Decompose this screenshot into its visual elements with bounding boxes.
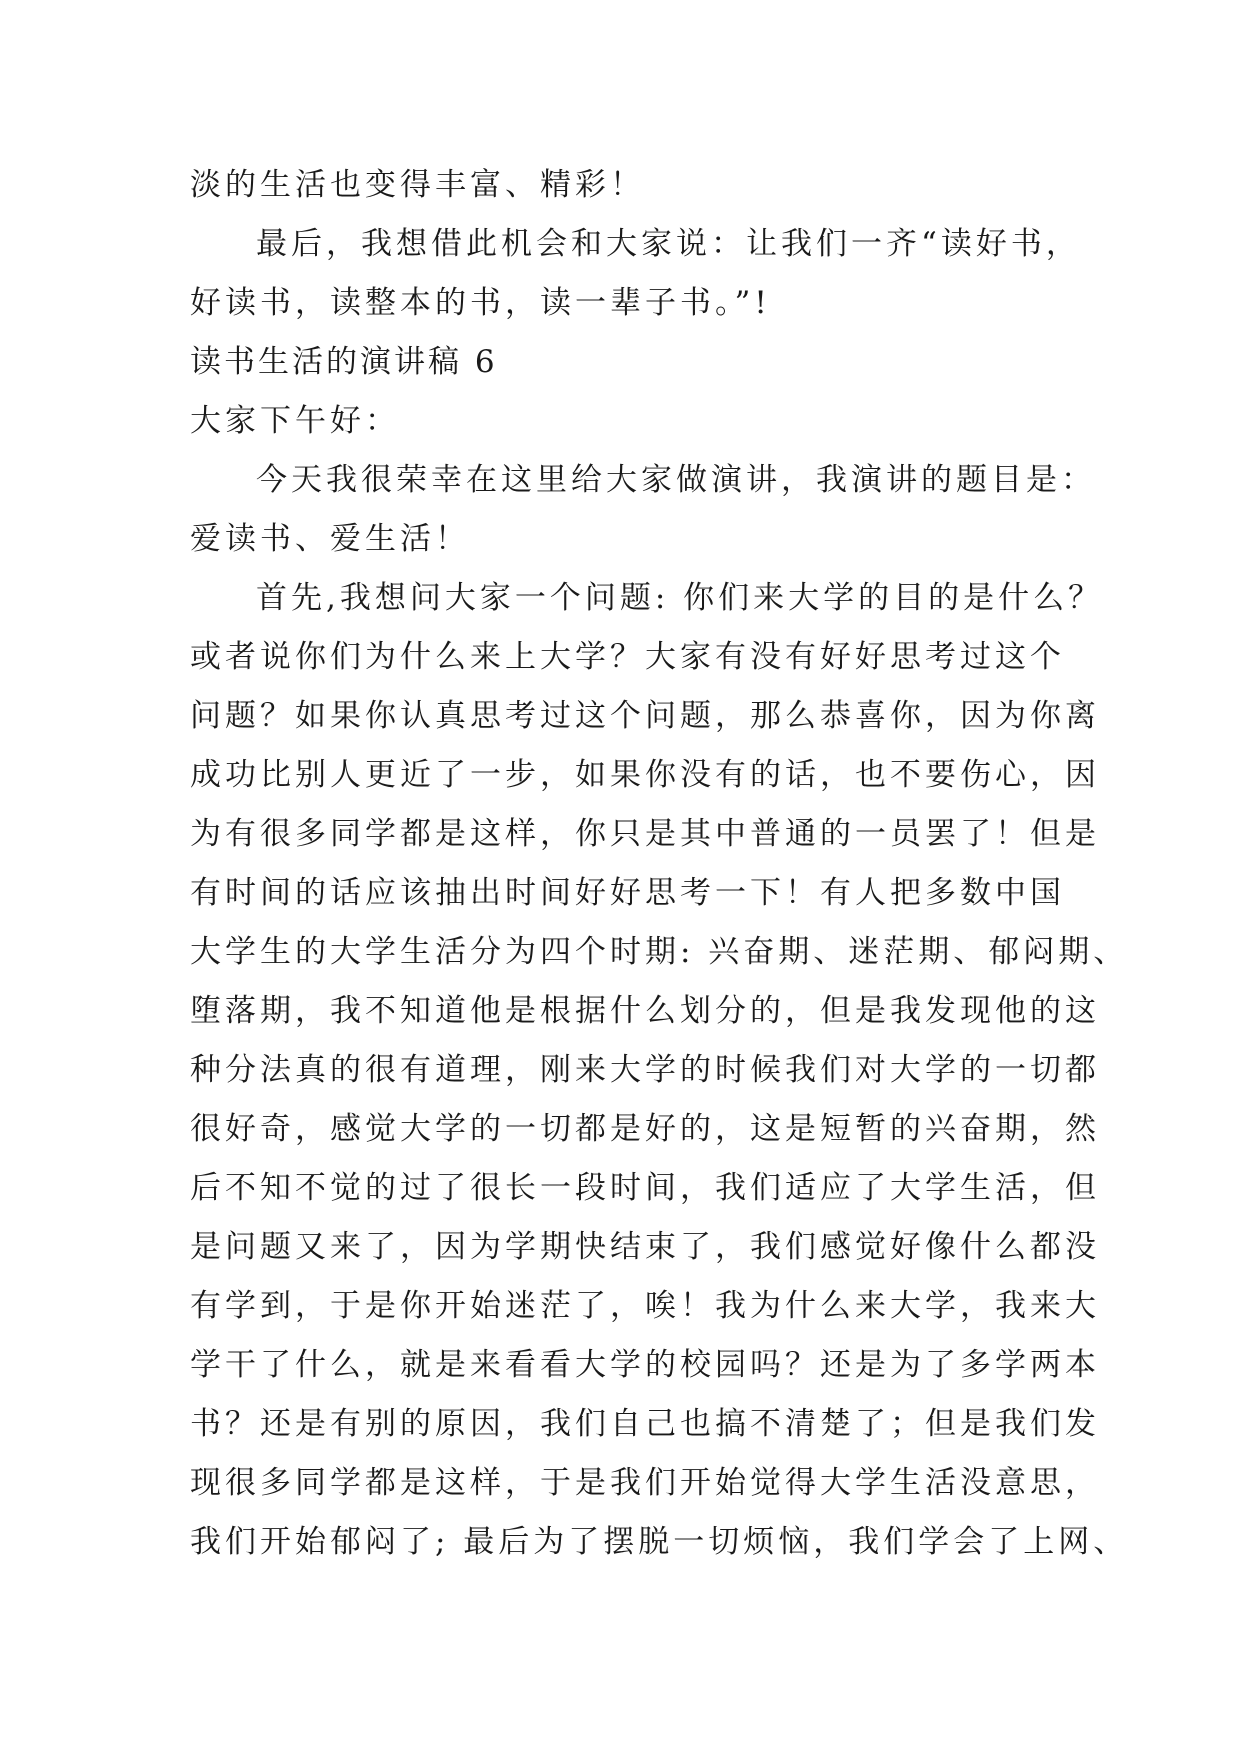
paragraph-line: 今天我很荣幸在这里给大家做演讲，我演讲的题目是： bbox=[256, 462, 1096, 498]
greeting-line: 大家下午好： bbox=[190, 403, 400, 439]
paragraph-line: 爱读书、爱生活！ bbox=[190, 521, 470, 557]
paragraph-line: 我们开始郁闷了; 最后为了摆脱一切烦恼，我们学会了上网、 bbox=[190, 1524, 1129, 1560]
paragraph-line: 学干了什么，就是来看看大学的校园吗？还是为了多学两本 bbox=[190, 1347, 1100, 1383]
paragraph-line: 成功比别人更近了一步，如果你没有的话，也不要伤心，因 bbox=[190, 757, 1100, 793]
paragraph-line: 后不知不觉的过了很长一段时间，我们适应了大学生活，但 bbox=[190, 1170, 1100, 1206]
paragraph-line: 好读书，读整本的书，读一辈子书。”! bbox=[190, 285, 771, 321]
paragraph-line: 书？还是有别的原因，我们自己也搞不清楚了；但是我们发 bbox=[190, 1406, 1100, 1442]
paragraph-line: 堕落期，我不知道他是根据什么划分的，但是我发现他的这 bbox=[190, 993, 1100, 1029]
section-heading: 读书生活的演讲稿 6 bbox=[190, 344, 498, 380]
paragraph-line: 大学生的大学生活分为四个时期: 兴奋期、迷茫期、郁闷期、 bbox=[190, 934, 1129, 970]
paragraph-line: 种分法真的很有道理，刚来大学的时候我们对大学的一切都 bbox=[190, 1052, 1100, 1088]
paragraph-line: 首先,我想问大家一个问题: 你们来大学的目的是什么？ bbox=[256, 580, 1104, 616]
paragraph-line: 有时间的话应该抽出时间好好思考一下！有人把多数中国 bbox=[190, 875, 1065, 911]
document-body bbox=[190, 156, 1129, 1572]
paragraph-line: 问题？如果你认真思考过这个问题，那么恭喜你，因为你离 bbox=[190, 698, 1100, 734]
paragraph-line: 为有很多同学都是这样，你只是其中普通的一员罢了！但是 bbox=[190, 816, 1100, 852]
paragraph-line: 有学到，于是你开始迷茫了，唉！我为什么来大学，我来大 bbox=[190, 1288, 1100, 1324]
paragraph-line: 或者说你们为什么来上大学？大家有没有好好思考过这个 bbox=[190, 639, 1065, 675]
paragraph-line: 现很多同学都是这样，于是我们开始觉得大学生活没意思， bbox=[190, 1465, 1100, 1501]
paragraph-line: 最后，我想借此机会和大家说：让我们一齐“读好书， bbox=[256, 226, 1081, 262]
paragraph-line: 是问题又来了，因为学期快结束了，我们感觉好像什么都没 bbox=[190, 1229, 1100, 1265]
paragraph-line: 淡的生活也变得丰富、精彩！ bbox=[190, 167, 645, 203]
paragraph-line: 很好奇，感觉大学的一切都是好的，这是短暂的兴奋期，然 bbox=[190, 1111, 1100, 1147]
